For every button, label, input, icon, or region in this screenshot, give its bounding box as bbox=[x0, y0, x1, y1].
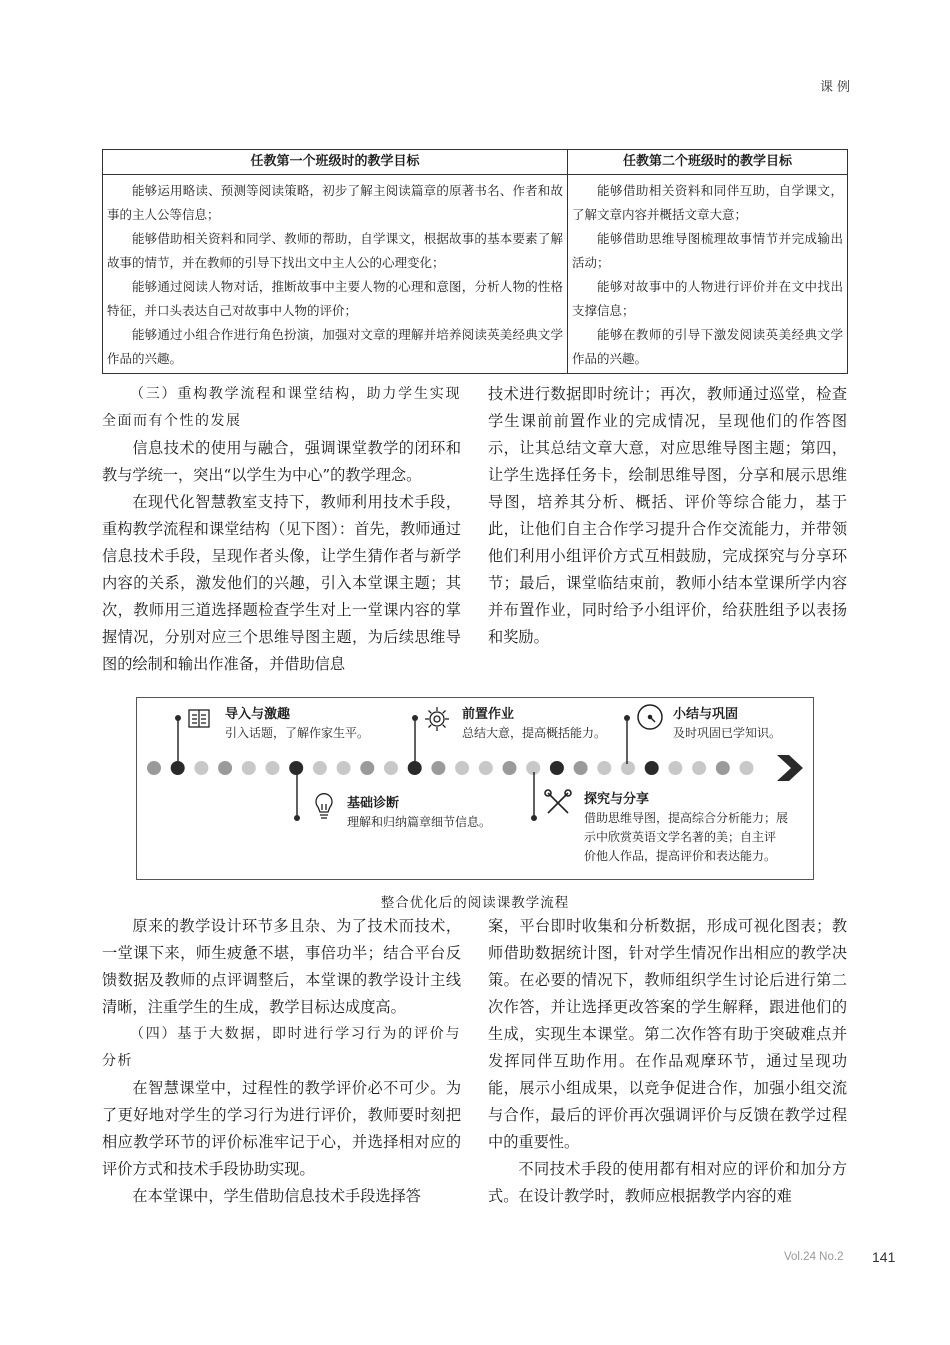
stage-title: 基础诊断 bbox=[347, 796, 400, 811]
goal-item: 能够借助相关资料和同学、教师的帮助，自学课文，根据故事的基本要素了解故事的情节，并在教师的引导下找出文中主人公的心理变化； bbox=[107, 231, 563, 270]
figure-caption: 整合优化后的阅读课教学流程 bbox=[380, 895, 570, 911]
paragraph: 技术进行数据即时统计；再次，教师通过巡堂，检查学生课前前置作业的完成情况，呈现他们的作答图示，让其总结文章大意，对应思维导图主题；第四，让学生选择任务卡，绘制思维导图，分享和展示思维导图，培养其分析、概括、评价等综合能力，基于此，让他们自主合作学习提升合作交流能力，并带领他们利用小组评价方式互相鼓励，完成探究与分享环节；最后，课堂临结束前，教师小结本堂课所学内容并布置作业，同时给予小组评价，给获胜组予以表扬和奖励。 bbox=[488, 385, 847, 646]
gauge-icon bbox=[638, 705, 662, 729]
timeline-dot bbox=[597, 761, 611, 775]
body-column-right-top bbox=[488, 381, 847, 651]
stage-desc: 理解和归纳篇章细节信息。 bbox=[347, 815, 492, 829]
book-icon bbox=[189, 710, 209, 727]
goal-item: 能够通过小组合作进行角色扮演，加强对文章的理解并培养阅读英美经典文学作品的兴趣。 bbox=[107, 327, 563, 366]
timeline-dot bbox=[503, 761, 517, 775]
paragraph: 信息技术的使用与融合，强调课堂教学的闭环和教与学统一，突出“以学生为中心”的教学理念。 bbox=[102, 439, 461, 484]
stage-desc-line: 示中欣赏英语文学名著的美；自主评 bbox=[584, 830, 777, 844]
stage-title: 前置作业 bbox=[462, 707, 515, 722]
stage-title: 探究与分享 bbox=[584, 792, 650, 807]
timeline-dot bbox=[550, 761, 564, 775]
goal-item: 能够借助思维导图梳理故事情节并完成输出活动； bbox=[572, 231, 843, 270]
table-header-first-class: 任教第一个班级时的教学目标 bbox=[103, 150, 568, 175]
timeline-dot bbox=[360, 761, 374, 775]
timeline-dot bbox=[716, 761, 730, 775]
timeline-dot bbox=[313, 761, 327, 775]
goal-item: 能够运用略读、预测等阅读策略，初步了解主阅读篇章的原著书名、作者和故事的主人公等信息； bbox=[107, 183, 563, 222]
timeline-dot bbox=[668, 761, 682, 775]
stage-desc: 引入话题，了解作家生平。 bbox=[225, 726, 370, 740]
stage-diagnosis bbox=[347, 795, 491, 832]
goal-comparison-table bbox=[102, 149, 848, 374]
section-label: 课例 bbox=[819, 80, 854, 95]
timeline-dot bbox=[574, 761, 588, 775]
gear-icon bbox=[425, 707, 449, 731]
timeline-dot bbox=[479, 761, 493, 775]
stage-title: 小结与巩固 bbox=[673, 707, 739, 722]
timeline-dot bbox=[526, 761, 540, 775]
stage-desc: 总结大意，提高概括能力。 bbox=[462, 726, 607, 740]
timeline-dot bbox=[194, 761, 208, 775]
timeline-dot bbox=[289, 761, 303, 775]
volume-label: Vol.24 No.2 bbox=[784, 1251, 844, 1263]
timeline-dot bbox=[692, 761, 706, 775]
stage-explore-share bbox=[584, 791, 788, 866]
body-column-left-bottom bbox=[102, 913, 461, 1210]
paragraph: 在本堂课中，学生借助信息技术手段选择答 bbox=[132, 1187, 421, 1205]
timeline-dot bbox=[218, 761, 232, 775]
first-class-goals bbox=[103, 175, 568, 374]
teaching-flow-diagram bbox=[136, 697, 814, 880]
timeline-dot bbox=[645, 761, 659, 775]
goal-item: 能够借助相关资料和同伴互助，自学课文，了解文章内容并概括文章大意； bbox=[572, 183, 843, 222]
paragraph: 原来的教学设计环节多且杂、为了技术而技术，一堂课下来，师生疲惫不堪，事倍功半；结合平台反馈数据及教师的点评调整后，本堂课的教学设计主线清晰，注重学生的生成，教学目标达成度高。 bbox=[102, 917, 461, 1016]
stage-desc: 及时巩固已学知识。 bbox=[673, 726, 782, 740]
page-number: 141 bbox=[872, 1249, 896, 1265]
goal-item: 能够对故事中的人物进行评价并在文中找出支撑信息； bbox=[572, 279, 843, 318]
timeline-dot bbox=[431, 761, 445, 775]
timeline-dot bbox=[337, 761, 351, 775]
stage-title: 导入与激趣 bbox=[225, 707, 291, 722]
timeline-dot bbox=[266, 761, 280, 775]
flow-arrow bbox=[777, 755, 803, 781]
goal-item: 能够通过阅读人物对话，推断故事中主要人物的心理和意图，分析人物的性格特征，并口头表达自己对故事中人物的评价； bbox=[107, 279, 563, 318]
lightbulb-icon bbox=[316, 794, 332, 818]
stage-summary bbox=[673, 706, 781, 743]
goal-item: 能够在教师的引导下激发阅读英美经典文学作品的兴趣。 bbox=[572, 327, 843, 366]
stage-desc-line: 借助思维导图，提高综合分析能力；展 bbox=[584, 811, 789, 825]
timeline-dot bbox=[242, 761, 256, 775]
timeline-dot bbox=[384, 761, 398, 775]
stage-desc-line: 价他人作品，提高评价和表达能力。 bbox=[584, 849, 777, 863]
timeline-dot bbox=[147, 761, 161, 775]
timeline-dot bbox=[621, 761, 635, 775]
subheading-3: （三）重构教学流程和课堂结构，助力学生实现全面而有个性的发展 bbox=[102, 386, 461, 429]
paragraph: 在现代化智慧教室支持下，教师利用技术手段，重构教学流程和课堂结构（见下图）：首先，教师通过信息技术手段，呈现作者头像，让学生猜作者与新学内容的关系，激发他们的兴趣，引入本堂课主题；其次，教师用三道选择题检查学生对上一堂课内容的掌握情况，分别对应三个思维导图主题，为后续思维导图的绘制和输出作准备，并借助信息 bbox=[102, 493, 461, 673]
second-class-goals bbox=[568, 175, 848, 374]
subheading-4: （四）基于大数据，即时进行学习行为的评价与分析 bbox=[102, 1026, 461, 1069]
paragraph: 不同技术手段的使用都有相对应的评价和加分方式。在设计教学时，教师应根据教学内容的难 bbox=[488, 1160, 847, 1205]
stage-intro bbox=[225, 706, 369, 743]
paragraph: 在智慧课堂中，过程性的教学评价必不可少。为了更好地对学生的学习行为进行评价，教师要时刻把相应教学环节的评价标准牢记于心，并选择相对应的评价方式和技术手段协助实现。 bbox=[102, 1079, 461, 1178]
table-header-second-class: 任教第二个班级时的教学目标 bbox=[568, 150, 848, 175]
body-column-left-top bbox=[102, 381, 461, 678]
paragraph: 案，平台即时收集和分析数据，形成可视化图表；教师借助数据统计图，针对学生情况作出相应的教学决策。在必要的情况下，教师组织学生讨论后进行第二次作答，并让选择更改答案的学生解释，跟进他们的生成，实现生本课堂。第二次作答有助于突破难点并发挥同伴互助作用。在作品观摩环节，通过呈现功能，展示小组成果，以竞争促进合作，加强小组交流与合作，最后的评价再次强调评价与反馈在教学过程中的重要性。 bbox=[488, 917, 847, 1151]
stage-preview-homework bbox=[462, 706, 606, 743]
timeline-dot bbox=[455, 761, 469, 775]
tools-icon bbox=[545, 790, 571, 813]
timeline-dot bbox=[740, 761, 754, 775]
body-column-right-bottom bbox=[488, 913, 847, 1210]
